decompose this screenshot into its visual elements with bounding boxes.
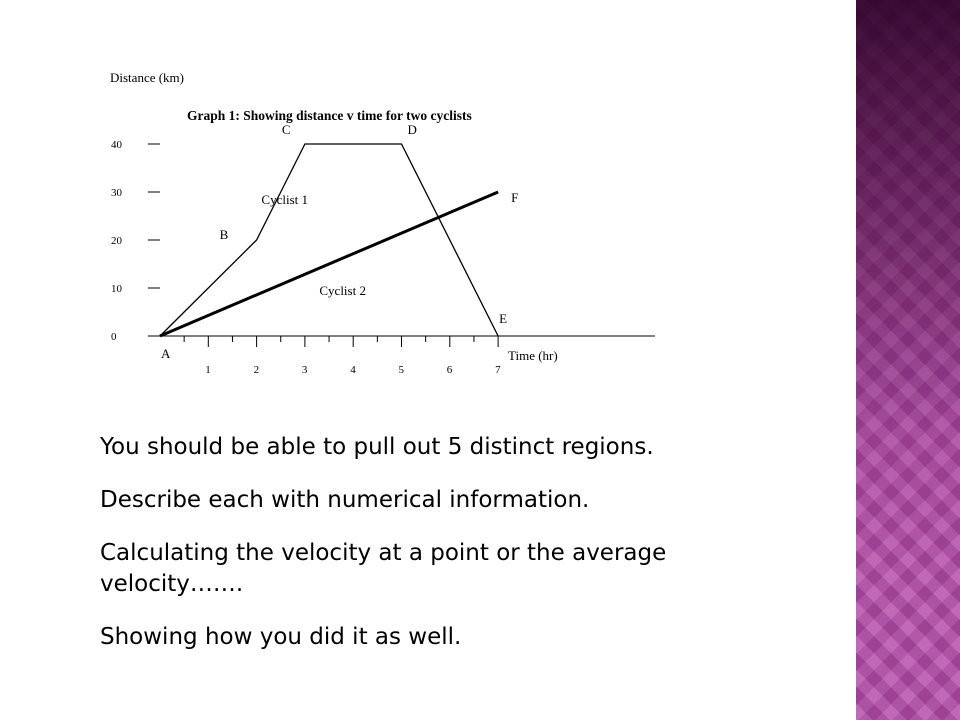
series-label: Cyclist 1 (261, 192, 309, 207)
y-tick-label: 40 (111, 139, 122, 151)
point-label-b: B (219, 227, 229, 242)
x-tick-label: 5 (398, 364, 404, 376)
x-tick-label: 2 (253, 364, 260, 376)
x-tick-label: 3 (301, 364, 308, 376)
y-tick-label: 0 (111, 331, 117, 343)
y-axis-label: Distance (km) (110, 70, 185, 85)
instruction-line-4: Showing how you did it as well. (100, 624, 462, 650)
point-label-d: D (407, 122, 417, 137)
x-tick-label: 6 (446, 364, 453, 376)
x-tick-label: 1 (205, 364, 211, 376)
series-line-cyclist-1 (160, 144, 498, 336)
y-tick-label: 10 (111, 283, 122, 295)
instruction-line-3: Calculating the velocity at a point or the average velocity……. (100, 540, 667, 597)
instruction-line-1: You should be able to pull out 5 distinct regions. (100, 434, 654, 460)
x-axis-label: Time (hr) (508, 348, 558, 363)
x-tick-label: 7 (495, 364, 501, 376)
point-label-c: C (281, 122, 291, 137)
y-tick-label: 20 (111, 235, 122, 247)
instruction-text (100, 432, 740, 675)
point-label-a: A (161, 346, 171, 361)
x-tick-label: 4 (350, 364, 356, 376)
instruction-line-2: Describe each with numerical information. (100, 487, 590, 513)
y-tick-label: 30 (111, 187, 122, 199)
decorative-side-panel (856, 0, 960, 720)
point-label-e: E (499, 311, 508, 326)
distance-time-chart (0, 0, 720, 400)
series-label: Cyclist 2 (319, 283, 366, 298)
point-label-f: F (511, 190, 519, 205)
chart-title: Graph 1: Showing distance v time for two cyclists (187, 108, 472, 123)
series-line-cyclist-2 (160, 192, 498, 336)
